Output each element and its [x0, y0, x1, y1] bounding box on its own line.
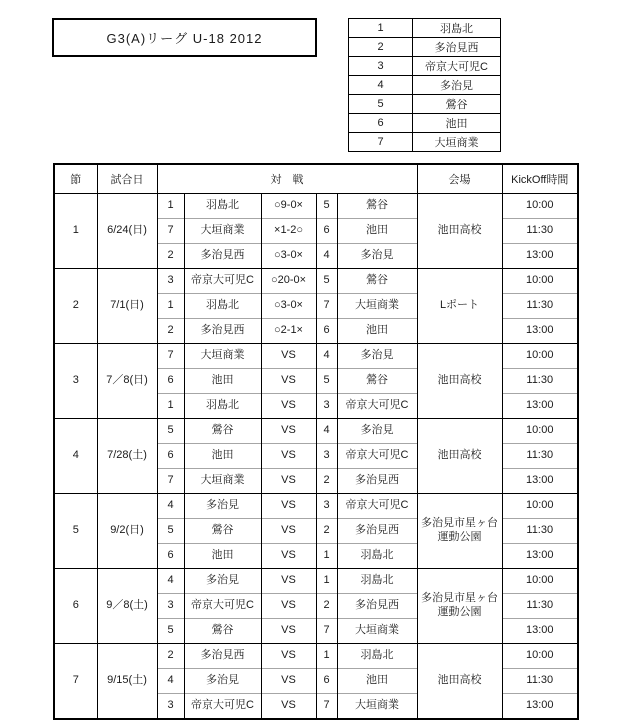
away-team-cell: 多治見西 [337, 519, 417, 544]
kickoff-time-cell: 11:30 [502, 219, 578, 244]
kickoff-time-cell: 11:30 [502, 594, 578, 619]
home-number-cell: 2 [157, 244, 184, 269]
kickoff-time-cell: 10:00 [502, 194, 578, 219]
venue-cell: 多治見市星ヶ台運動公園 [417, 569, 502, 644]
home-number-cell: 6 [157, 544, 184, 569]
kickoff-time-cell: 13:00 [502, 469, 578, 494]
home-number-cell: 4 [157, 569, 184, 594]
result-cell: ○3-0× [261, 244, 316, 269]
match-date-cell: 7/28(土) [97, 419, 157, 494]
home-team-cell: 帝京大可児C [184, 694, 261, 720]
result-cell: VS [261, 569, 316, 594]
team-row [349, 76, 501, 95]
result-cell: ○9-0× [261, 194, 316, 219]
schedule-header-row [54, 164, 578, 194]
home-number-cell: 3 [157, 269, 184, 294]
venue-cell: 池田高校 [417, 194, 502, 269]
team-name-cell: 多治見西 [413, 38, 501, 57]
team-number-cell: 6 [349, 114, 413, 133]
home-team-cell: 多治見西 [184, 319, 261, 344]
venue-cell: 池田高校 [417, 644, 502, 720]
away-team-cell: 多治見 [337, 244, 417, 269]
section-number-cell: 2 [54, 269, 97, 344]
match-row [54, 194, 578, 219]
home-number-cell: 2 [157, 319, 184, 344]
away-number-cell: 6 [316, 219, 337, 244]
home-team-cell: 鶯谷 [184, 519, 261, 544]
away-team-cell: 羽島北 [337, 644, 417, 669]
result-cell: VS [261, 619, 316, 644]
section-number-cell: 3 [54, 344, 97, 419]
kickoff-time-cell: 11:30 [502, 369, 578, 394]
kickoff-time-cell: 10:00 [502, 644, 578, 669]
team-number-cell: 7 [349, 133, 413, 152]
home-team-cell: 羽島北 [184, 194, 261, 219]
match-row [54, 569, 578, 594]
away-team-cell: 鶯谷 [337, 269, 417, 294]
team-name-cell: 羽島北 [413, 19, 501, 38]
team-name-cell: 大垣商業 [413, 133, 501, 152]
col-header-match: 対 戦 [157, 164, 417, 194]
match-row [54, 344, 578, 369]
league-title: G3(A)リーグ U-18 2012 [106, 31, 263, 46]
section-number-cell: 5 [54, 494, 97, 569]
kickoff-time-cell: 11:30 [502, 519, 578, 544]
home-number-cell: 3 [157, 594, 184, 619]
kickoff-time-cell: 11:30 [502, 669, 578, 694]
match-date-cell: 7/1(日) [97, 269, 157, 344]
home-team-cell: 多治見西 [184, 644, 261, 669]
team-row [349, 114, 501, 133]
away-number-cell: 5 [316, 194, 337, 219]
home-team-cell: 羽島北 [184, 294, 261, 319]
col-header-kickoff: KickOff時間 [502, 164, 578, 194]
home-number-cell: 1 [157, 394, 184, 419]
away-number-cell: 7 [316, 619, 337, 644]
result-cell: ○2-1× [261, 319, 316, 344]
venue-cell: 池田高校 [417, 344, 502, 419]
home-number-cell: 4 [157, 669, 184, 694]
away-team-cell: 帝京大可児C [337, 444, 417, 469]
kickoff-time-cell: 13:00 [502, 544, 578, 569]
schedule-body [54, 194, 578, 720]
home-team-cell: 池田 [184, 369, 261, 394]
section-number-cell: 1 [54, 194, 97, 269]
home-team-cell: 多治見西 [184, 244, 261, 269]
match-date-cell: 9/15(土) [97, 644, 157, 720]
home-team-cell: 多治見 [184, 569, 261, 594]
match-date-cell: 6/24(日) [97, 194, 157, 269]
result-cell: ○3-0× [261, 294, 316, 319]
home-number-cell: 1 [157, 294, 184, 319]
home-number-cell: 5 [157, 419, 184, 444]
team-number-cell: 3 [349, 57, 413, 76]
home-team-cell: 羽島北 [184, 394, 261, 419]
result-cell: VS [261, 419, 316, 444]
away-team-cell: 羽島北 [337, 544, 417, 569]
away-number-cell: 2 [316, 469, 337, 494]
home-team-cell: 帝京大可児C [184, 269, 261, 294]
away-team-cell: 多治見 [337, 344, 417, 369]
result-cell: VS [261, 394, 316, 419]
team-number-cell: 4 [349, 76, 413, 95]
team-list-table [348, 18, 501, 152]
away-number-cell: 4 [316, 244, 337, 269]
away-number-cell: 3 [316, 494, 337, 519]
match-row [54, 494, 578, 519]
result-cell: VS [261, 469, 316, 494]
home-team-cell: 鶯谷 [184, 419, 261, 444]
result-cell: ○20-0× [261, 269, 316, 294]
venue-cell: 池田高校 [417, 419, 502, 494]
venue-cell: 多治見市星ヶ台運動公園 [417, 494, 502, 569]
home-number-cell: 2 [157, 644, 184, 669]
result-cell: VS [261, 544, 316, 569]
team-name-cell: 帝京大可児C [413, 57, 501, 76]
league-title-box [52, 18, 317, 57]
kickoff-time-cell: 13:00 [502, 694, 578, 720]
result-cell: ×1-2○ [261, 219, 316, 244]
match-date-cell: 9／8(土) [97, 569, 157, 644]
away-number-cell: 1 [316, 569, 337, 594]
away-number-cell: 1 [316, 644, 337, 669]
away-team-cell: 池田 [337, 669, 417, 694]
away-team-cell: 帝京大可児C [337, 494, 417, 519]
team-row [349, 57, 501, 76]
home-team-cell: 鶯谷 [184, 619, 261, 644]
kickoff-time-cell: 10:00 [502, 569, 578, 594]
home-number-cell: 3 [157, 694, 184, 720]
away-number-cell: 2 [316, 594, 337, 619]
schedule-table [53, 163, 579, 720]
home-number-cell: 6 [157, 369, 184, 394]
kickoff-time-cell: 11:30 [502, 294, 578, 319]
team-row [349, 19, 501, 38]
result-cell: VS [261, 344, 316, 369]
result-cell: VS [261, 494, 316, 519]
team-name-cell: 多治見 [413, 76, 501, 95]
away-team-cell: 多治見西 [337, 594, 417, 619]
away-number-cell: 5 [316, 269, 337, 294]
match-row [54, 419, 578, 444]
result-cell: VS [261, 519, 316, 544]
away-number-cell: 2 [316, 519, 337, 544]
home-team-cell: 池田 [184, 544, 261, 569]
col-header-section: 節 [54, 164, 97, 194]
match-row [54, 269, 578, 294]
home-number-cell: 6 [157, 444, 184, 469]
home-team-cell: 帝京大可児C [184, 594, 261, 619]
team-row [349, 38, 501, 57]
home-team-cell: 大垣商業 [184, 469, 261, 494]
home-number-cell: 5 [157, 519, 184, 544]
away-team-cell: 多治見 [337, 419, 417, 444]
col-header-venue: 会場 [417, 164, 502, 194]
away-team-cell: 池田 [337, 219, 417, 244]
match-date-cell: 7／8(日) [97, 344, 157, 419]
section-number-cell: 7 [54, 644, 97, 720]
section-number-cell: 6 [54, 569, 97, 644]
team-list-body [349, 19, 501, 152]
home-number-cell: 5 [157, 619, 184, 644]
away-number-cell: 6 [316, 319, 337, 344]
home-number-cell: 7 [157, 219, 184, 244]
away-number-cell: 6 [316, 669, 337, 694]
home-team-cell: 大垣商業 [184, 344, 261, 369]
away-number-cell: 3 [316, 444, 337, 469]
home-team-cell: 大垣商業 [184, 219, 261, 244]
kickoff-time-cell: 10:00 [502, 494, 578, 519]
match-date-cell: 9/2(日) [97, 494, 157, 569]
team-row [349, 133, 501, 152]
result-cell: VS [261, 594, 316, 619]
kickoff-time-cell: 10:00 [502, 269, 578, 294]
away-number-cell: 3 [316, 394, 337, 419]
venue-cell: Lポート [417, 269, 502, 344]
team-number-cell: 5 [349, 95, 413, 114]
team-number-cell: 1 [349, 19, 413, 38]
team-name-cell: 池田 [413, 114, 501, 133]
team-row [349, 95, 501, 114]
home-number-cell: 4 [157, 494, 184, 519]
kickoff-time-cell: 11:30 [502, 444, 578, 469]
result-cell: VS [261, 669, 316, 694]
kickoff-time-cell: 10:00 [502, 419, 578, 444]
match-row [54, 644, 578, 669]
kickoff-time-cell: 13:00 [502, 319, 578, 344]
away-team-cell: 鶯谷 [337, 369, 417, 394]
away-team-cell: 鶯谷 [337, 194, 417, 219]
away-team-cell: 大垣商業 [337, 619, 417, 644]
home-team-cell: 多治見 [184, 494, 261, 519]
away-number-cell: 1 [316, 544, 337, 569]
section-number-cell: 4 [54, 419, 97, 494]
away-number-cell: 7 [316, 294, 337, 319]
result-cell: VS [261, 369, 316, 394]
col-header-date: 試合日 [97, 164, 157, 194]
away-team-cell: 羽島北 [337, 569, 417, 594]
away-number-cell: 5 [316, 369, 337, 394]
kickoff-time-cell: 10:00 [502, 344, 578, 369]
result-cell: VS [261, 444, 316, 469]
away-team-cell: 大垣商業 [337, 294, 417, 319]
team-number-cell: 2 [349, 38, 413, 57]
result-cell: VS [261, 694, 316, 720]
team-name-cell: 鶯谷 [413, 95, 501, 114]
kickoff-time-cell: 13:00 [502, 244, 578, 269]
away-team-cell: 大垣商業 [337, 694, 417, 720]
away-team-cell: 池田 [337, 319, 417, 344]
home-number-cell: 7 [157, 469, 184, 494]
away-team-cell: 多治見西 [337, 469, 417, 494]
home-number-cell: 1 [157, 194, 184, 219]
away-number-cell: 4 [316, 419, 337, 444]
result-cell: VS [261, 644, 316, 669]
away-number-cell: 4 [316, 344, 337, 369]
home-team-cell: 多治見 [184, 669, 261, 694]
kickoff-time-cell: 13:00 [502, 394, 578, 419]
away-number-cell: 7 [316, 694, 337, 720]
home-team-cell: 池田 [184, 444, 261, 469]
kickoff-time-cell: 13:00 [502, 619, 578, 644]
away-team-cell: 帝京大可児C [337, 394, 417, 419]
home-number-cell: 7 [157, 344, 184, 369]
